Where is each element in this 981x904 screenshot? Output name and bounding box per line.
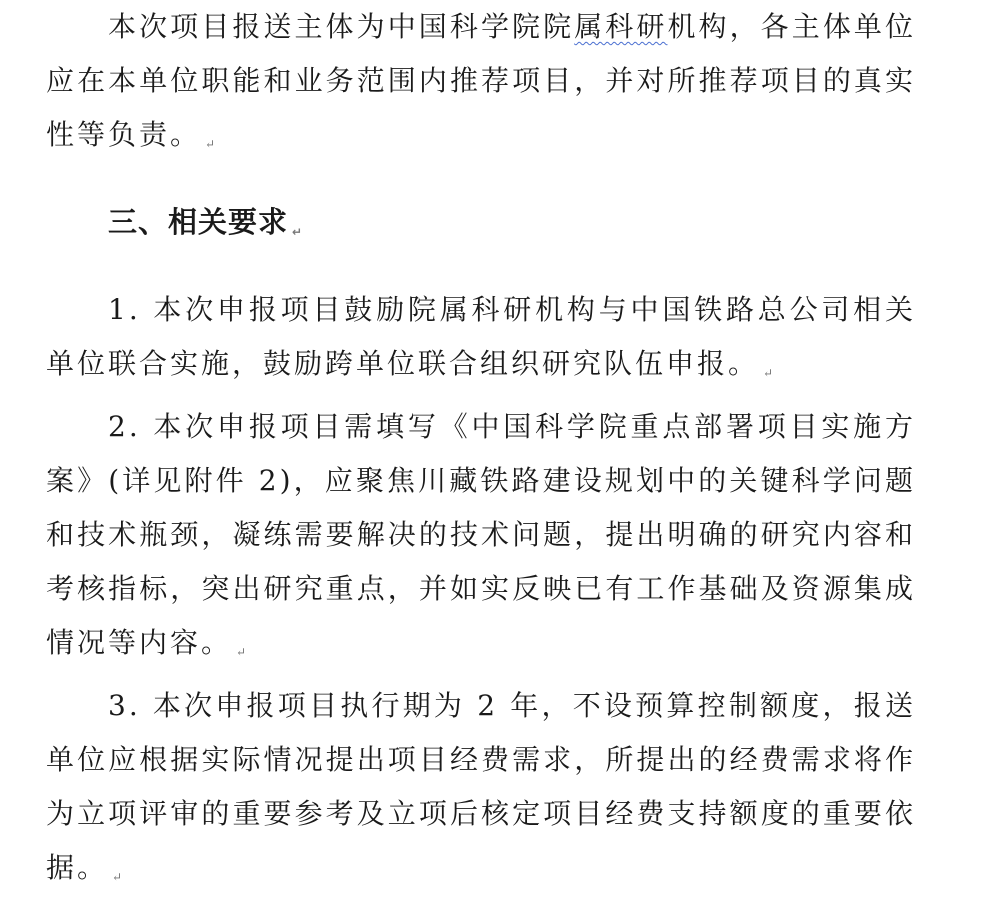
- paragraph-mark-icon: ↵: [763, 366, 774, 380]
- requirement-item-text: 1. 本次申报项目鼓励院属科研机构与中国铁路总公司相关单位联合实施，鼓励跨单位联合组织研究队伍申报。: [46, 293, 916, 380]
- spellcheck-underlined-text: 属科研: [574, 10, 668, 43]
- requirement-item-text: 3. 本次申报项目执行期为 2 年，不设预算控制额度，报送单位应根据实际情况提出项目经费需求，所提出的经费需求将作为立项评审的重要参考及立项后核定项目经费支持额度的重要依据。: [46, 689, 916, 884]
- intro-text-end: 机构，各主体单位应在本单位职能和业务范围内推荐项目，并对所推荐项目的真实性等负责。: [46, 10, 916, 151]
- section-heading: [46, 195, 916, 259]
- intro-paragraph: [46, 0, 916, 171]
- requirement-item-1: [46, 283, 916, 400]
- paragraph-mark-icon: ↵: [292, 225, 303, 239]
- document-page: [46, 0, 916, 904]
- intro-text-start: 本次项目报送主体为中国科学院院: [108, 10, 575, 43]
- paragraph-mark-icon: ↵: [112, 870, 123, 884]
- paragraph-mark-icon: ↵: [236, 645, 247, 659]
- requirement-item-text: 2. 本次申报项目需填写《中国科学院重点部署项目实施方案》(详见附件 2)，应聚焦川藏铁路建设规划中的关键科学问题和技术瓶颈，凝练需要解决的技术问题，提出明确的研究内容和考核指标，突出研究重点，并如实反映已有工作基础及资源集成情况等内容。: [46, 410, 916, 659]
- section-heading-text: 三、相关要求: [108, 205, 289, 239]
- requirement-item-2: [46, 400, 916, 679]
- requirement-item-3: [46, 679, 916, 904]
- paragraph-mark-icon: ↵: [205, 137, 216, 151]
